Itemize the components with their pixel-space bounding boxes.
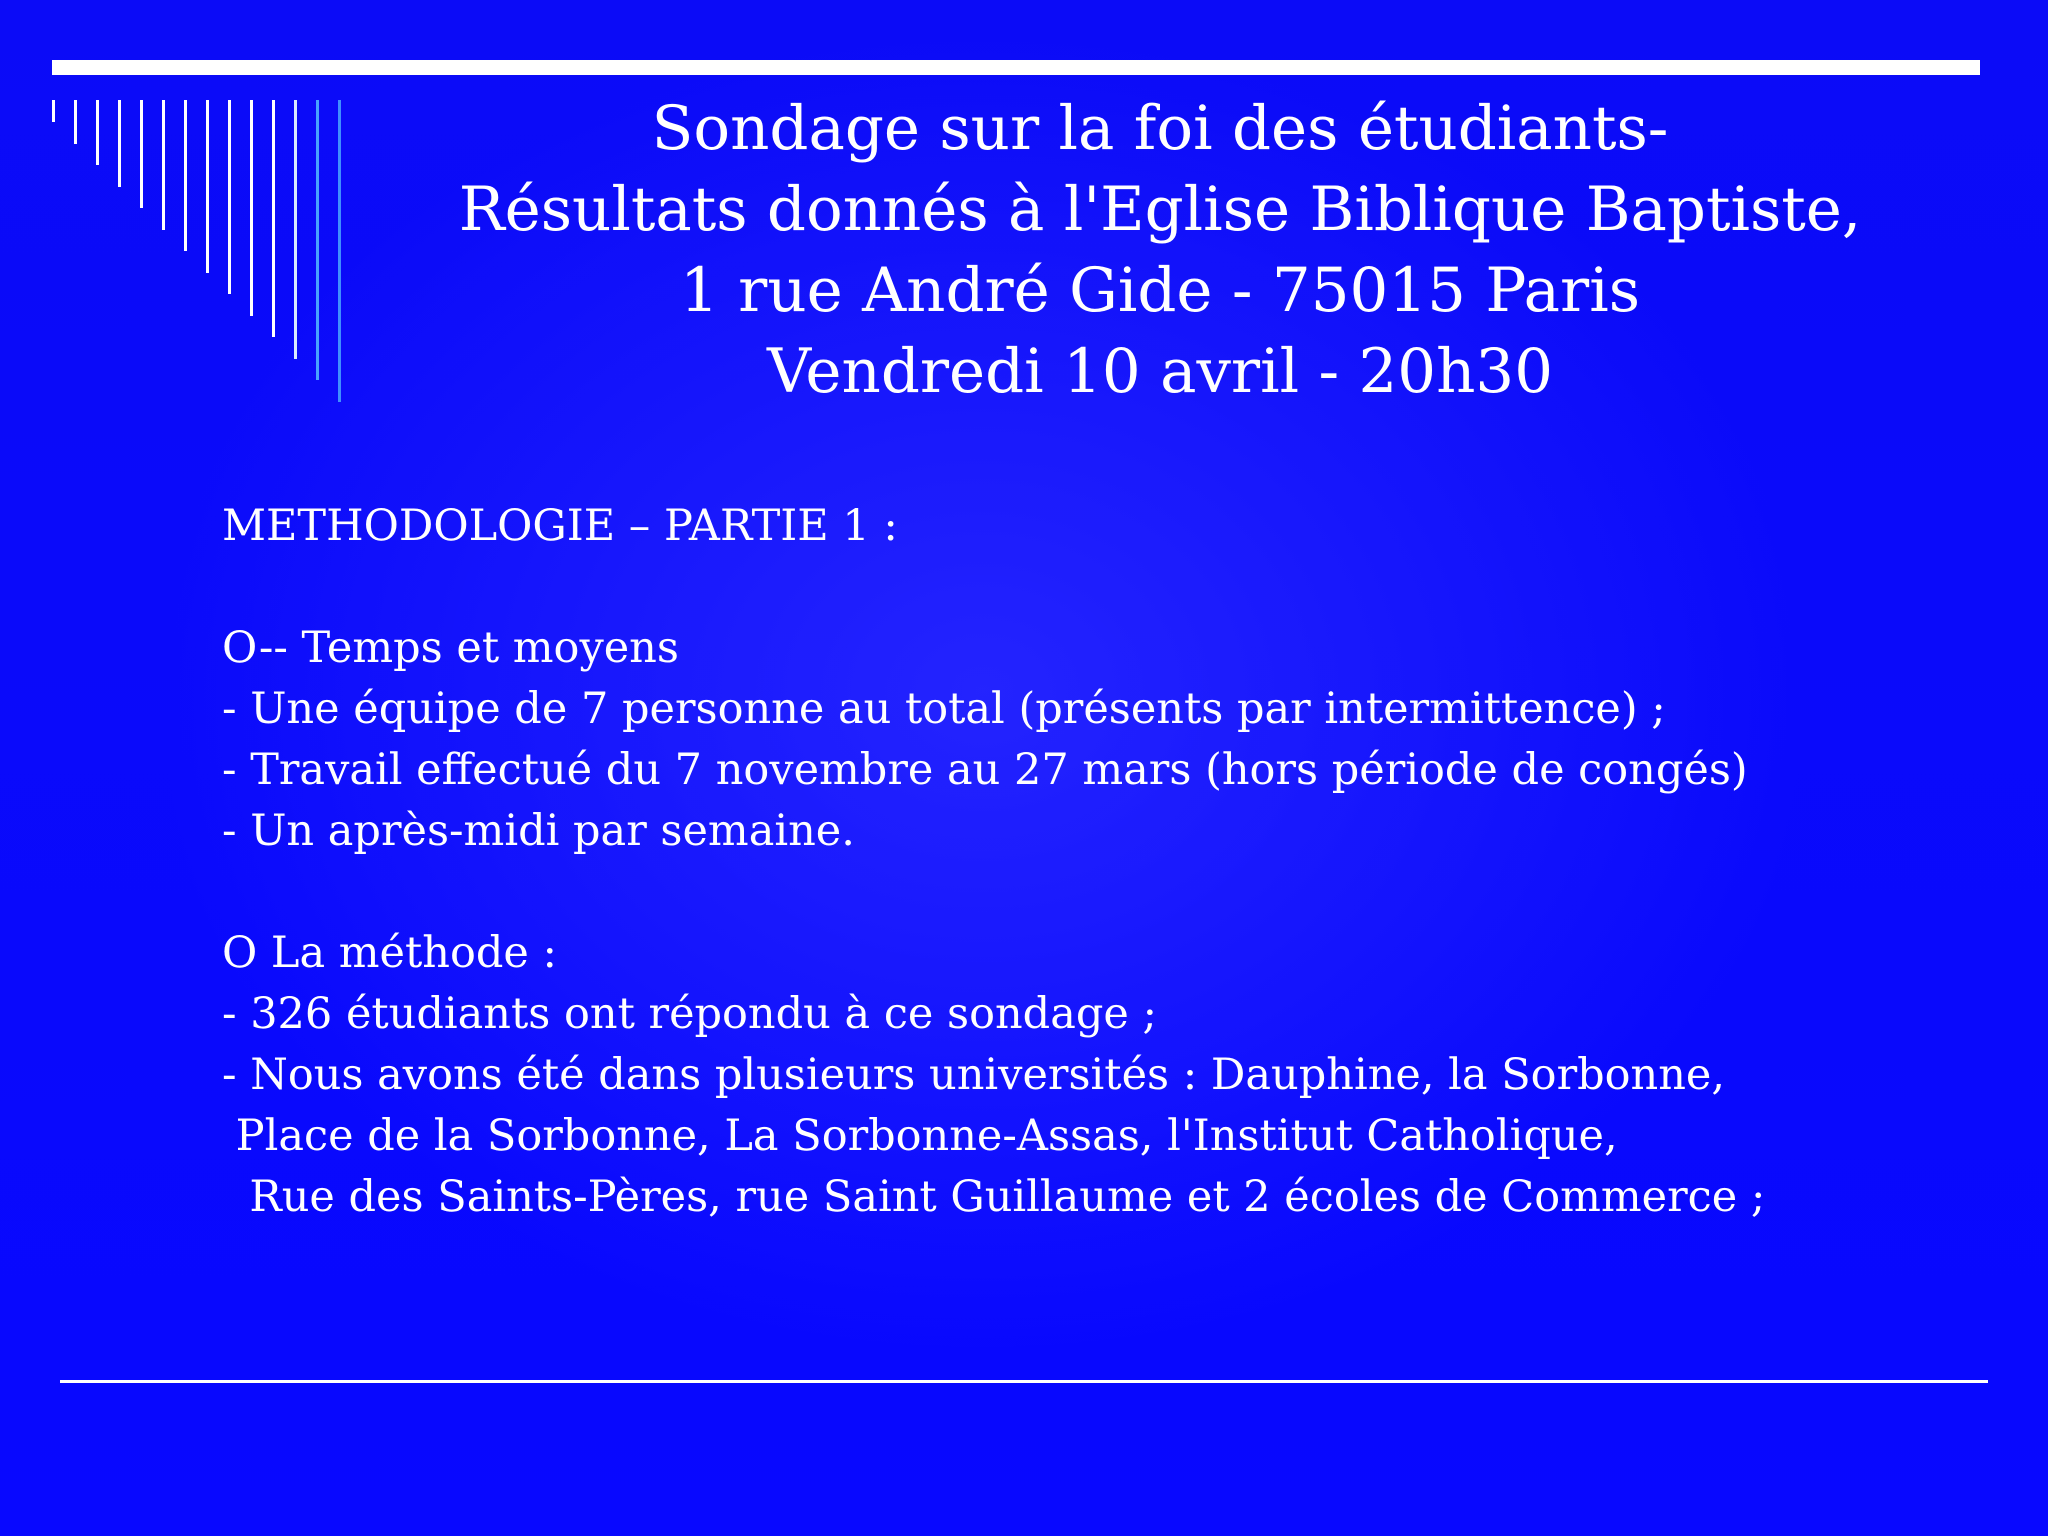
spacer xyxy=(222,862,1982,923)
decorative-stripe xyxy=(338,100,341,402)
bottom-horizontal-rule xyxy=(60,1380,1988,1383)
decorative-stripe xyxy=(228,100,231,294)
decorative-stripe xyxy=(250,100,253,316)
decorative-stripe xyxy=(184,100,187,251)
decorative-stripe xyxy=(294,100,297,359)
title-line-4: Vendredi 10 avril - 20h30 xyxy=(766,336,1554,407)
decorative-stripe xyxy=(52,100,55,122)
decorative-stripe xyxy=(162,100,165,230)
list-item: - 326 étudiants ont répondu à ce sondage ; xyxy=(222,989,1157,1039)
section-header-time-and-means: O-- Temps et moyens xyxy=(222,623,679,673)
slide-body xyxy=(222,496,1982,1228)
methodology-heading: METHODOLOGIE – PARTIE 1 : xyxy=(222,501,898,551)
decorative-stripe xyxy=(140,100,143,208)
list-item: - Travail effectué du 7 novembre au 27 mars (hors période de congés) xyxy=(222,745,1748,795)
slide-title xyxy=(360,88,1960,412)
top-horizontal-rule xyxy=(52,60,1980,75)
list-item: - Une équipe de 7 personne au total (présents par intermittence) ; xyxy=(222,684,1666,734)
spacer xyxy=(222,557,1982,618)
list-item: Rue des Saints-Pères, rue Saint Guillaume et 2 écoles de Commerce ; xyxy=(222,1172,1766,1222)
decorative-stripe xyxy=(206,100,209,273)
title-line-1: Sondage sur la foi des étudiants- xyxy=(651,93,1669,164)
decorative-vertical-stripes xyxy=(52,100,332,410)
section-header-method: O La méthode : xyxy=(222,928,557,978)
decorative-stripe xyxy=(316,100,319,380)
list-item: - Nous avons été dans plusieurs universités : Dauphine, la Sorbonne, xyxy=(222,1050,1726,1100)
list-item: - Un après-midi par semaine. xyxy=(222,806,855,856)
decorative-stripe xyxy=(118,100,121,187)
title-line-2: Résultats donnés à l'Eglise Biblique Baptiste, xyxy=(458,174,1862,245)
decorative-stripe xyxy=(74,100,77,144)
decorative-stripe xyxy=(272,100,275,337)
list-item: Place de la Sorbonne, La Sorbonne-Assas, l'Institut Catholique, xyxy=(222,1111,1618,1161)
title-line-3: 1 rue André Gide - 75015 Paris xyxy=(679,255,1641,326)
decorative-stripe xyxy=(96,100,99,165)
